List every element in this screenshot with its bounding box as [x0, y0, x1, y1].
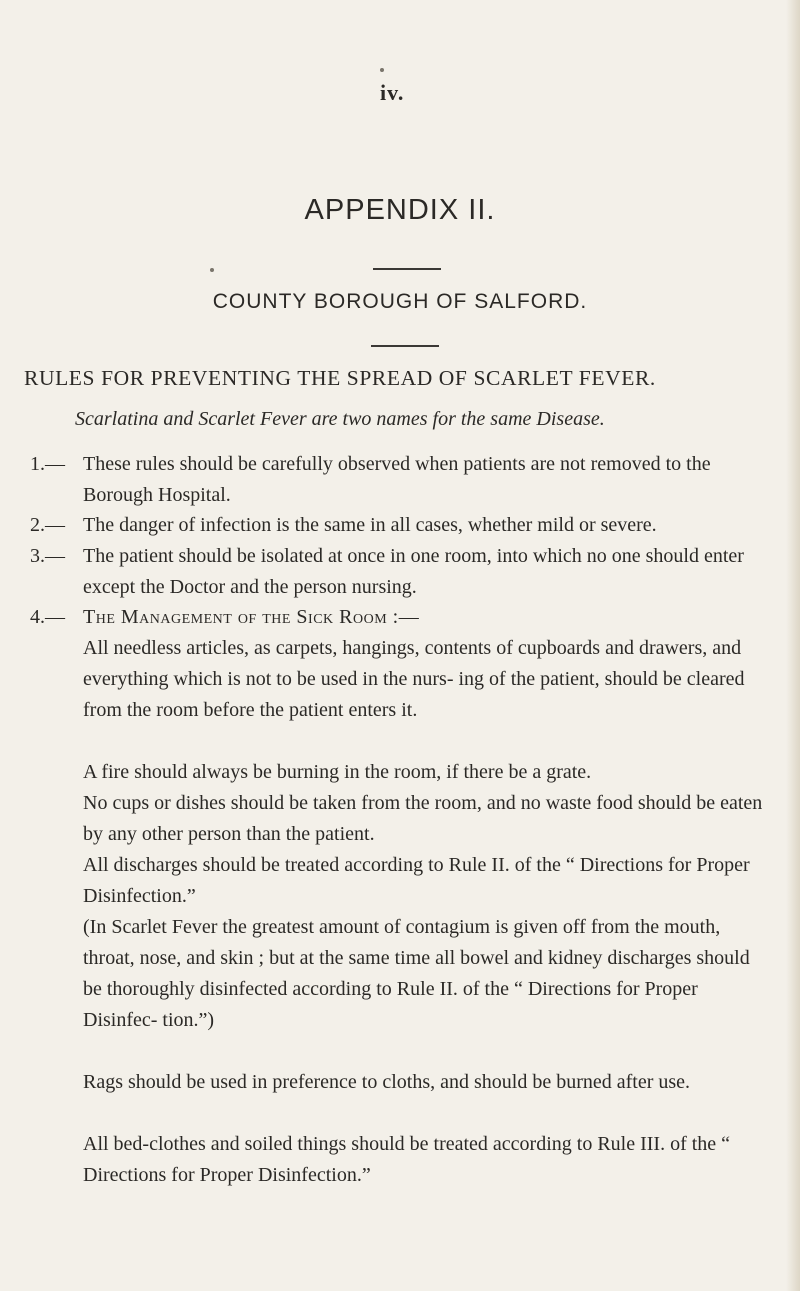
rule-text: The patient should be isolated at once in one room, into which no one should enter except the Doctor and the person nursing. — [83, 545, 744, 598]
paragraph: All bed-clothes and soiled things should be treated according to Rule III. of the “ Directions for Proper Disinfection.” — [83, 1133, 731, 1186]
rule-text: These rules should be carefully observed when patients are not removed to the Borough Hospital. — [83, 453, 711, 506]
rule-item — [30, 602, 770, 633]
rule-text: The Management of the Sick Room :— — [83, 606, 420, 628]
rule-number: 2.— — [30, 514, 65, 536]
paragraph: Rags should be used in preference to cloths, and should be burned after use. — [83, 1071, 691, 1093]
ink-speck — [210, 268, 214, 272]
divider-rule — [371, 345, 439, 347]
rules-heading: RULES FOR PREVENTING THE SPREAD OF SCARLET FEVER. — [24, 366, 656, 390]
rule-number: 3.— — [30, 545, 65, 567]
appendix-title: APPENDIX II. — [304, 194, 496, 226]
rule-text: The danger of infection is the same in all cases, whether mild or severe. — [83, 514, 657, 536]
divider-rule — [373, 268, 441, 270]
ink-speck — [380, 68, 384, 72]
paragraph: All discharges should be treated according to Rule II. of the “ Directions for Proper Disinfection.” — [83, 854, 750, 907]
paragraph: (In Scarlet Fever the greatest amount of contagium is given off from the mouth, throat, nose, and skin ; but at the same time all bowel and kidney discharges should be thoroughly disinfected according to Rule II. of the “ Directions for Proper Disinfec- tion.”) — [83, 916, 750, 1031]
rule-number: 4.— — [30, 606, 65, 628]
paragraph: All needless articles, as carpets, hangings, contents of cupboards and drawers, and everything which is not to be used in the nurs- ing of the patient, should be cleared from the room before the patient enters it. — [83, 637, 745, 721]
rule-number: 1.— — [30, 453, 65, 475]
page-number: iv. — [380, 80, 405, 105]
borough-title: COUNTY BOROUGH OF SALFORD. — [212, 290, 588, 313]
paragraph: A fire should always be burning in the room, if there be a grate. — [83, 761, 592, 783]
rule-item — [30, 449, 770, 511]
rule-item — [30, 541, 770, 603]
rule-item — [30, 510, 770, 541]
subtitle: Scarlatina and Scarlet Fever are two names for the same Disease. — [75, 408, 605, 430]
paragraph: No cups or dishes should be taken from the room, and no waste food should be eaten by any other person than the patient. — [83, 792, 763, 845]
